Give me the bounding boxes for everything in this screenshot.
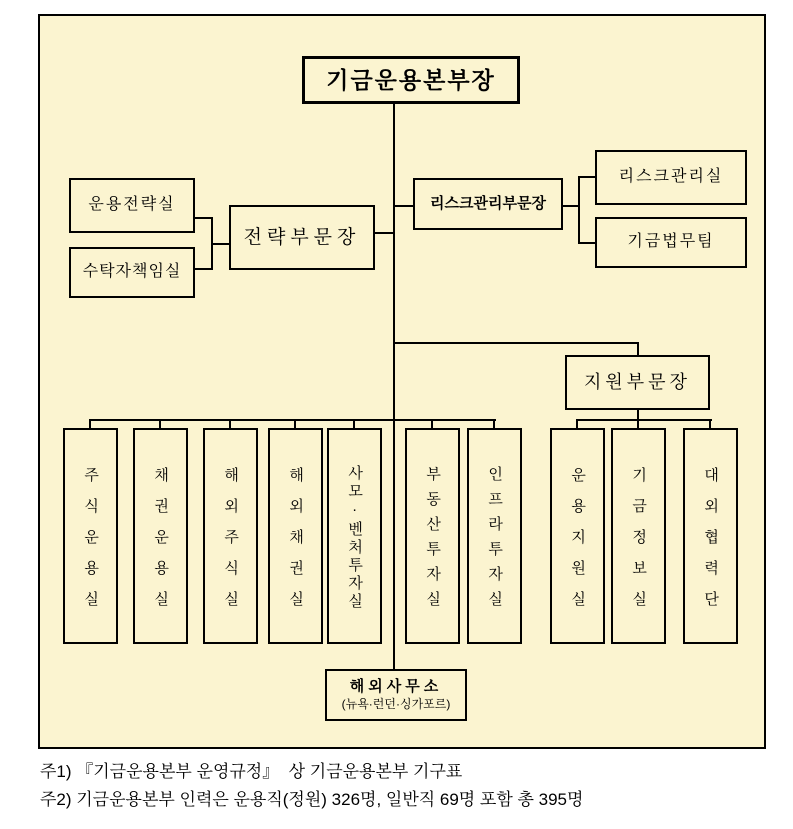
org-box-department bbox=[405, 428, 460, 644]
org-box-department bbox=[467, 428, 522, 644]
overseas-office-label: 해외사무소 bbox=[349, 678, 443, 696]
connector-support-branch bbox=[393, 342, 639, 344]
department-label: 주식운용실 bbox=[82, 466, 100, 622]
connector-risk bbox=[393, 205, 415, 207]
org-box-department bbox=[268, 428, 323, 644]
org-box-strategy-division-head bbox=[229, 205, 375, 270]
support-division-head-label: 지원부문장 bbox=[584, 372, 691, 393]
footnote-1: 주1) 『기금운용본부 운영규정』 상 기금운용본부 기구표 bbox=[40, 762, 463, 781]
overseas-office-locations: (뉴욕·런던·싱가포르) bbox=[341, 696, 451, 711]
org-box-fund-legal-team bbox=[595, 217, 747, 268]
org-box-department bbox=[550, 428, 605, 644]
department-label: 기금정보실 bbox=[630, 466, 648, 622]
operation-strategy-office-label: 운용전략실 bbox=[88, 196, 176, 214]
org-box-department bbox=[63, 428, 118, 644]
org-box-operation-strategy-office bbox=[69, 178, 195, 233]
org-box-overseas-office bbox=[325, 669, 467, 721]
org-box-risk-management-office bbox=[595, 150, 747, 205]
org-box-department bbox=[327, 428, 382, 644]
org-box-department bbox=[203, 428, 258, 644]
department-label: 채권운용실 bbox=[152, 466, 170, 622]
org-box-department bbox=[133, 428, 188, 644]
org-box-support-division-head bbox=[565, 355, 710, 410]
org-box-department bbox=[683, 428, 738, 644]
connector-right-distributor bbox=[576, 419, 712, 421]
department-label: 해외주식실 bbox=[222, 466, 240, 622]
connector-central-line bbox=[393, 104, 395, 669]
strategy-division-head-label: 전략부문장 bbox=[243, 226, 361, 248]
department-label: 대외협력단 bbox=[702, 466, 720, 622]
org-box-risk-management-division-head bbox=[413, 178, 563, 230]
risk-management-division-head-label: 리스크관리부문장 bbox=[430, 195, 546, 213]
head-of-fund-management-label: 기금운용본부장 bbox=[326, 66, 496, 93]
department-label: 해외채권실 bbox=[287, 466, 305, 622]
org-box-department bbox=[611, 428, 666, 644]
connector-left-bracket-to-strategy bbox=[211, 243, 231, 245]
connector-support-drop-in bbox=[637, 342, 639, 356]
connector-left-distributor bbox=[89, 419, 496, 421]
trustee-responsibility-office-label: 수탁자책임실 bbox=[82, 263, 182, 281]
department-label: 인프라투자실 bbox=[486, 466, 504, 616]
org-box-head-of-fund-management bbox=[302, 56, 520, 104]
risk-management-office-label: 리스크관리실 bbox=[618, 168, 724, 186]
connector-right-bracket bbox=[578, 176, 580, 244]
org-box-trustee-responsibility-office bbox=[69, 247, 195, 298]
department-label: 운용지원실 bbox=[569, 466, 587, 622]
fund-legal-team-label: 기금법무팀 bbox=[627, 233, 715, 251]
department-label: 사모·벤처투자실 bbox=[346, 464, 364, 611]
footnote-2: 주2) 기금운용본부 인력은 운용직(정원) 326명, 일반직 69명 포함 총 395명 bbox=[40, 790, 584, 809]
footnotes bbox=[40, 758, 780, 814]
department-label: 부동산투자실 bbox=[424, 466, 442, 616]
